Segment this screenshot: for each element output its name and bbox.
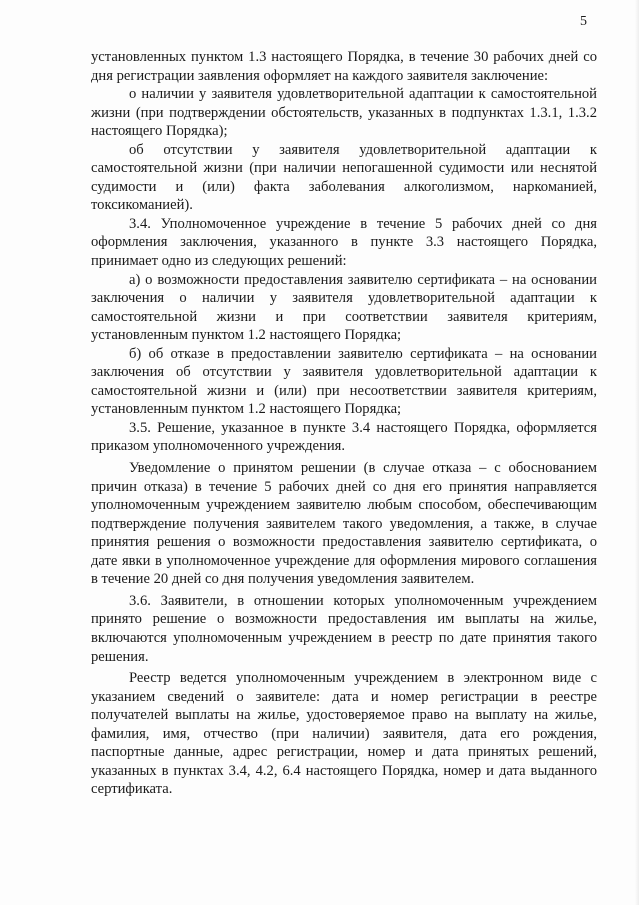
paragraph-conclusion-positive: о наличии у заявителя удовлетворительной адаптации к самостоятельной жизни (при подтверждении обстоятельств, указанных в подпунктах 1.3.1, 1.3.2 настоящего Порядка); [91,86,597,140]
paragraph-notification: Уведомление о принятом решении (в случае отказа – с обоснованием причин отказа) в течение 5 рабочих дней со дня его принятия направляется уполномоченным учреждением заявителю любым способом, обеспечивающим подтверждение получения заявителем такого уведомления, а также, в случае принятия решения о возможности предоставления заявителю сертификата, о дате явки в уполномоченное учреждение для оформления мирового соглашения в течение 20 дней со дня получения уведомления заявителем. [91,460,597,588]
paragraph-conclusion-negative: об отсутствии у заявителя удовлетворительной адаптации к самостоятельной жизни (при наличии непогашенной судимости или неснятой судимости и (или) факта заболевания алкоголизмом, наркоманией, токсикоманией). [91,141,597,214]
paragraph-3-4: 3.4. Уполномоченное учреждение в течение 5 рабочих дней со дня оформления заключения, указанного в пункте 3.3 настоящего Порядка, принимает одно из следующих решений: [91,215,597,270]
paragraph-3-4-a: а) о возможности предоставления заявителю сертификата – на основании заключения о наличии у заявителя удовлетворительной адаптации к самостоятельной жизни и при соответствии заявителя критериям, установленным пунктом 1.2 настоящего Порядка; [91,271,597,344]
paragraph-3-4-b: б) об отказе в предоставлении заявителю сертификата – на основании заключения об отсутствии у заявителя удовлетворительной адаптации к самостоятельной жизни и (или) при несоответствии заявителя критериям, установленным пунктом 1.2 настоящего Порядка; [91,345,597,418]
paragraph-3-5: 3.5. Решение, указанное в пункте 3.4 настоящего Порядка, оформляется приказом уполномоченного учреждения. [91,419,597,455]
paragraph-continuation: установленных пунктом 1.3 настоящего Порядка, в течение 30 рабочих дней со дня регистрации заявления оформляет на каждого заявителя заключение: [91,49,597,84]
paragraph-registry: Реестр ведется уполномоченным учреждением в электронном виде с указанием сведений о заявителе: дата и номер регистрации в реестре получателей выплаты на жилье, удостоверяемое право на выплату на жилье, фамилия, имя, отчество (при наличии) заявителя, дата его рождения, паспортные данные, адрес регистрации, номер и дата принятых решений, указанных в пунктах 3.4, 4.2, 6.4 настоящего Порядка, номер и дата выданного сертификата. [91,670,597,798]
page-edge-shadow [635,0,639,905]
page-number: 5 [580,14,587,29]
paragraph-3-6: 3.6. Заявители, в отношении которых уполномоченным учреждением принято решение о возможности предоставления им выплаты на жилье, включаются уполномоченным учреждением в реестр по дате принятия такого решения. [91,592,597,665]
document-body [91,48,597,799]
